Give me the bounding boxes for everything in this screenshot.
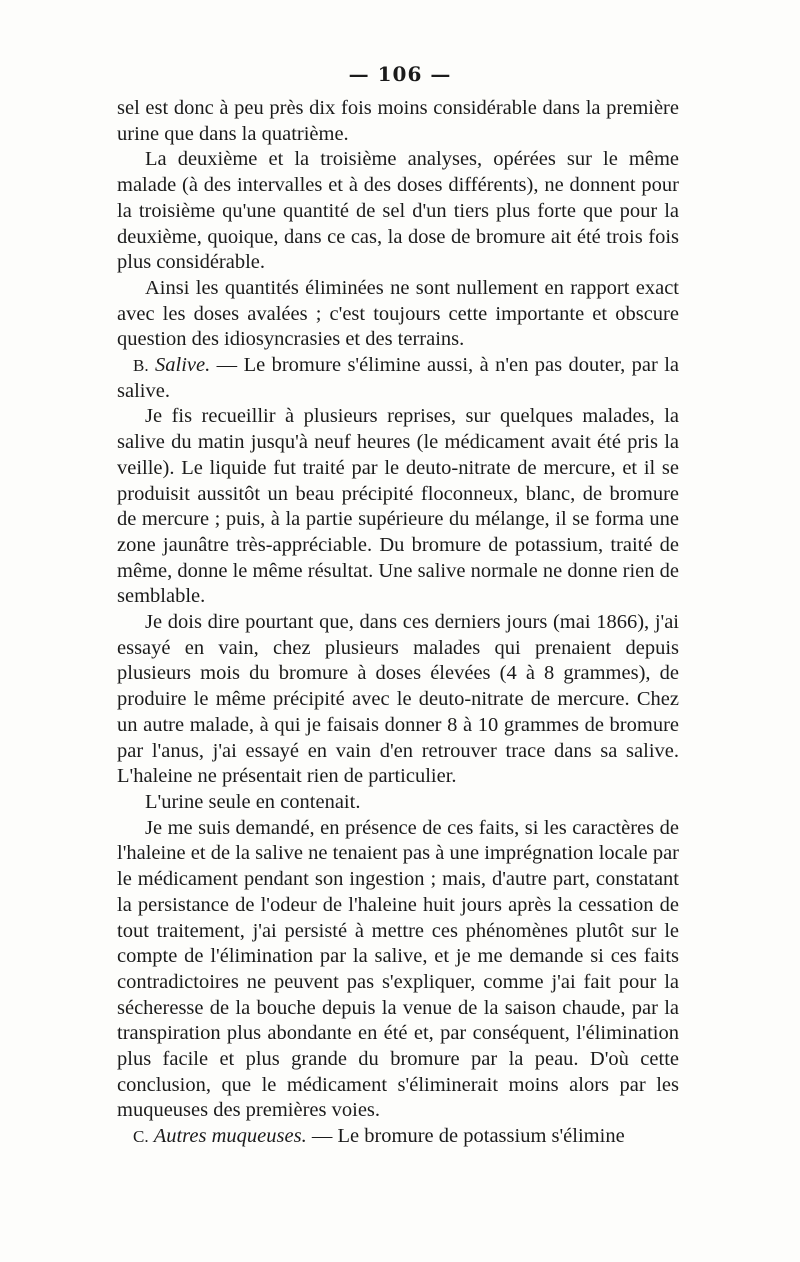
paragraph-recueil-salive: Je fis recueillir à plusieurs reprises, sur quelques malades, la salive du matin jusqu'à neuf heures (le médicament avait été pris la veille). Le liquide fut traité par le deuto-nitrate de mercure, et il se produisit aussitôt un beau précipité floconneux, blanc, de bromure de mercure ; puis, à la partie supérieure du mélange, il se forma une zone jaunâtre très-appréciable. Du bromure de potassium, traité de même, donne le même résultat. Une salive normale ne donne rien de semblable.	[117, 405, 679, 608]
body-text	[117, 96, 679, 1150]
paragraph-quantites: Ainsi les quantités éliminées ne sont nullement en rapport exact avec les doses avalées ; c'est toujours cette importante et obscure question des idiosyncrasies et des terrains.	[117, 276, 679, 351]
section-autres-muqueuses	[117, 1124, 679, 1150]
section-salive	[117, 353, 679, 404]
section-letter: C.	[133, 1127, 149, 1147]
paragraph-urine-seule: L'urine seule en contenait.	[145, 790, 361, 813]
section-title: Autres muqueuses.	[153, 1125, 307, 1148]
paragraph-conclusion: Je me suis demandé, en présence de ces faits, si les caractères de l'haleine et de la salive ne tenaient pas à une imprégnation locale par le médicament pendant son ingestion ; mais, d'autre part, constatant la persistance de l'odeur de l'haleine huit jours après la cessation de tout traitement, j'ai persisté à mettre ces phénomènes plutôt sur le compte de l'élimination par la salive, et je me demande si ces faits contradictoires ne peuvent pas s'expliquer, comme j'ai fait pour la sécheresse de la bouche depuis la venue de la saison chaude, par la transpiration plus abondante en été et, par conséquent, l'élimination plus facile et plus grande du bromure par la peau. D'où cette conclusion, que le médicament s'éliminerait moins alors par les muqueuses des premières voies.	[117, 816, 679, 1122]
paragraph-continuation: sel est donc à peu près dix fois moins considérable dans la première urine que dans la quatrième.	[117, 97, 679, 145]
page-number: — 106 —	[348, 62, 452, 86]
paragraph-analyses: La deuxième et la troisième analyses, opérées sur le même malade (à des intervalles et à des doses différents), ne donnent pour la troisième qu'une quantité de sel d'un tiers plus forte que pour la deuxième, quoique, dans ce cas, la dose de bromure ait été trois fois plus considérable.	[117, 148, 679, 274]
paragraph-essais-vains: Je dois dire pourtant que, dans ces derniers jours (mai 1866), j'ai essayé en vain, chez plusieurs malades qui prenaient depuis plusieurs mois du bromure à doses élevées (4 à 8 grammes), de produire le même précipité avec le deuto-nitrate de mercure. Chez un autre malade, à qui je faisais donner 8 à 10 grammes de bromure par l'anus, j'ai essayé en vain d'en retrouver trace dans sa salive. L'haleine ne présentait rien de particulier.	[117, 611, 679, 788]
section-text: — Le bromure de potassium s'élimine	[306, 1125, 625, 1148]
section-letter: B.	[133, 356, 149, 376]
section-title: Salive.	[155, 354, 211, 377]
section-text: — Le bromure s'élimine aussi, à n'en pas douter, par la salive.	[117, 354, 679, 402]
